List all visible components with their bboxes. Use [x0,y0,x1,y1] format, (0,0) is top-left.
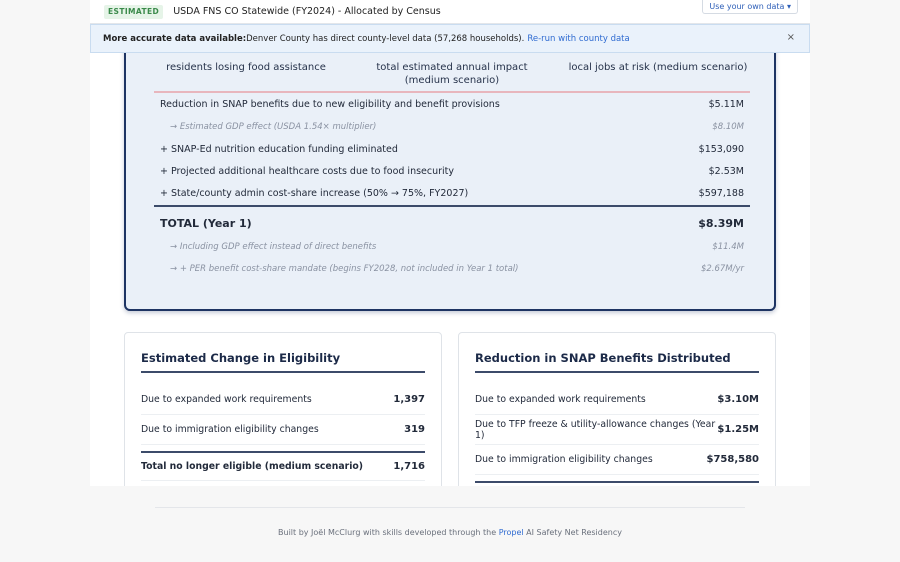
row-label: + SNAP-Ed nutrition education funding eliminated [160,143,398,155]
top-bar [90,0,810,24]
row-label: Due to expanded work requirements [141,394,312,405]
benefits-row [475,385,759,415]
benefits-card [458,332,776,486]
row-value: $1.25M [717,424,759,435]
row-value: $597,188 [698,187,744,199]
benefits-row [475,415,759,445]
row-value: $758,580 [706,454,759,465]
total-value: 1,716 [393,461,425,472]
county-data-notice [90,24,810,53]
impact-row-sub [154,116,750,138]
row-label: → Estimated GDP effect (USDA 1.54× multiplier) [170,122,377,132]
footer-divider [155,507,745,508]
footer [0,528,900,537]
eligibility-row [141,385,425,415]
eligibility-title: Estimated Change in Eligibility [141,351,341,365]
impact-total-row [154,210,750,236]
benefits-bottom-rule [475,481,759,483]
impact-note-row [154,236,750,258]
footer-post: AI Safety Net Residency [523,528,622,537]
impact-breakdown-table [154,91,750,280]
estimated-badge: ESTIMATED [104,5,163,19]
eligibility-card [124,332,442,486]
footer-pre: Built by Joël McClurg with skills developed through the [278,528,499,537]
main-panel [90,53,810,486]
row-value: 319 [404,424,425,435]
note-label: → Including GDP effect instead of direct benefits [170,242,377,252]
eligibility-row [141,415,425,445]
benefits-title: Reduction in SNAP Benefits Distributed [475,351,731,365]
impact-row [154,160,750,182]
kpi-label-residents: residents losing food assistance [166,62,326,73]
benefits-rows [475,385,759,483]
row-label: Due to immigration eligibility changes [475,454,653,465]
row-value: $8.10M [712,122,744,132]
impact-summary-card [124,53,776,311]
row-value: $153,090 [698,143,744,155]
total-value: $8.39M [698,216,744,230]
impact-row [154,138,750,160]
row-label: Reduction in SNAP benefits due to new eligibility and benefit provisions [160,99,500,110]
close-icon[interactable]: × [786,32,795,43]
kpi-label-jobs: local jobs at risk (medium scenario) [568,62,748,73]
title-underline [141,371,425,373]
row-label: Due to TFP freeze & utility-allowance changes (Year 1) [475,418,716,441]
use-own-data-button[interactable]: Use your own data ▾ [702,0,798,14]
notice-bold: More accurate data available: [103,33,247,44]
note-value: $2.67M/yr [700,264,744,274]
total-divider [154,205,750,207]
row-value: 1,397 [393,394,425,405]
title-underline [475,371,759,373]
row-label: + Projected additional healthcare costs due to food insecurity [160,165,455,177]
eligibility-rows [141,385,425,481]
kpi-label-total-impact: total estimated annual impact (medium scenario) [376,62,528,86]
impact-row [154,182,750,204]
note-label: → + PER benefit cost-share mandate (begins FY2028, not included in Year 1 total) [170,264,519,274]
total-label: Total no longer eligible (medium scenario) [141,461,364,472]
row-label: + State/county admin cost-share increase (50% → 75%, FY2027) [160,187,469,199]
row-value: $5.11M [708,99,744,110]
notice-text: Denver County has direct county-level data (57,268 households). [246,33,525,44]
eligibility-total-row [141,451,425,481]
row-value: $2.53M [708,165,744,177]
row-label: Due to expanded work requirements [475,394,646,405]
row-label: Due to immigration eligibility changes [141,424,319,435]
total-label: TOTAL (Year 1) [160,216,252,230]
propel-link[interactable]: Propel [498,528,524,537]
data-source-title: USDA FNS CO Statewide (FY2024) - Allocated by Census [173,6,441,17]
row-value: $3.10M [717,394,759,405]
impact-note-row [154,258,750,280]
note-value: $11.4M [712,242,744,252]
rerun-county-link[interactable]: Re-run with county data [527,33,630,44]
benefits-row [475,445,759,475]
impact-row [154,93,750,116]
